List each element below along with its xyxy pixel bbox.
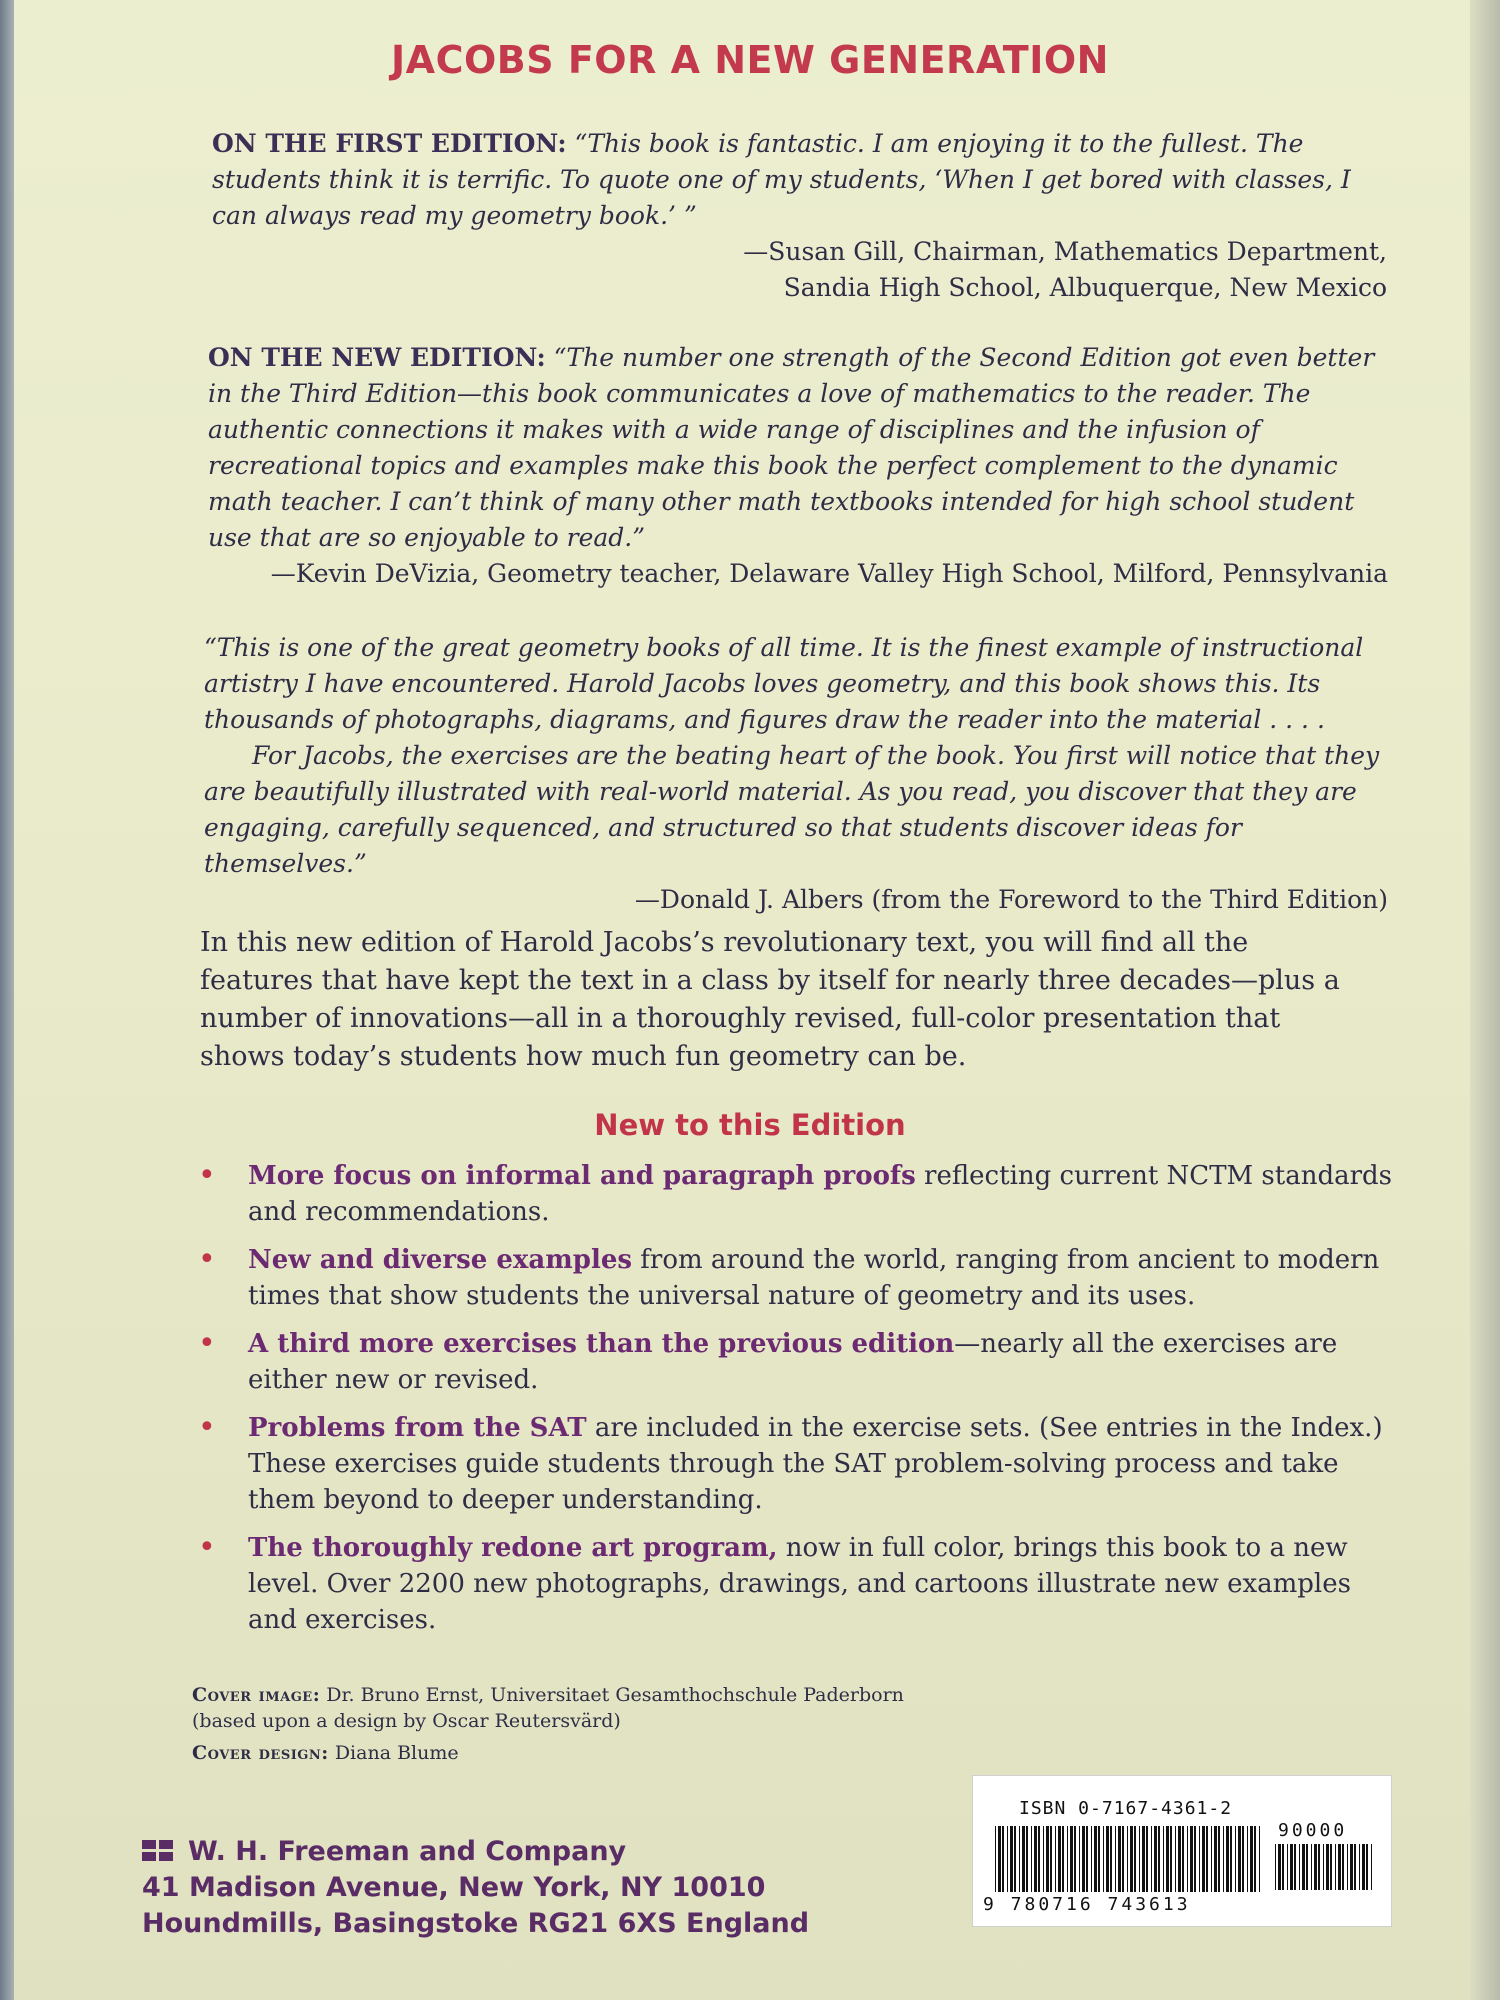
bullet-marker: • (198, 1410, 216, 1445)
feature-item (198, 1410, 1408, 1518)
feature-item (198, 1158, 1408, 1230)
freeman-logo-icon (142, 1840, 176, 1864)
addon-number: 90000 (1278, 1820, 1348, 1841)
publisher-name-row (142, 1834, 809, 1870)
publisher-name: W. H. Freeman and Company (188, 1836, 627, 1867)
new-edition-lead: ON THE NEW EDITION: (208, 343, 546, 372)
feature-highlight: The thoroughly redone art program, (248, 1533, 778, 1563)
feature-highlight: New and diverse examples (248, 1245, 632, 1275)
first-edition-attribution-line1: —Susan Gill, Chairman, Mathematics Department, (743, 237, 1387, 266)
publisher-block (142, 1834, 809, 1942)
book-page-edge (1470, 0, 1500, 2000)
new-edition-quote (208, 340, 1388, 556)
cover-image-credit (192, 1682, 952, 1734)
book-spine-edge (0, 0, 14, 2000)
new-features-list (198, 1158, 1408, 1650)
first-edition-attribution (212, 234, 1387, 306)
feature-highlight: Problems from the SAT (248, 1413, 587, 1443)
cover-design-text: Diana Blume (328, 1742, 459, 1764)
feature-text: reflecting current NCTM standards and recommendations. (248, 1161, 1393, 1227)
isbn-barcode-label (972, 1775, 1392, 1927)
cover-design-label: Cover design: (192, 1742, 329, 1764)
new-edition-attribution: —Kevin DeVizia, Geometry teacher, Delaware Valley High School, Milford, Pennsylvania (270, 559, 1388, 588)
ean-number: 9 780716 743613 (983, 1894, 1191, 1915)
bullet-marker: • (198, 1242, 216, 1277)
feature-highlight: More focus on informal and paragraph proofs (248, 1161, 916, 1191)
first-edition-lead: ON THE FIRST EDITION: (212, 129, 567, 158)
bullet-marker: • (198, 1326, 216, 1361)
albers-quote-p1: “This is one of the great geometry books of all time. It is the finest example of instructional artistry I have encountered. Harold Jacobs loves geometry, and this book shows this. Its thousands of photographs, diagrams, and figures draw the reader into the material . . . . (204, 633, 1364, 734)
bullet-marker: • (198, 1158, 216, 1193)
feature-item (198, 1326, 1408, 1398)
feature-text: from around the world, ranging from ancient to modern times that show students the universal nature of geometry and its uses. (248, 1245, 1380, 1311)
albers-review (204, 630, 1388, 918)
cover-image-text: Dr. Bruno Ernst, Universitaet Gesamthochschule Paderborn (based upon a design by Oscar Reutersvärd) (192, 1684, 904, 1732)
cover-credits (192, 1682, 952, 1772)
cover-image-label: Cover image: (192, 1684, 321, 1706)
new-edition-quote-text: “The number one strength of the Second Edition got even better in the Third Edition—this book communicates a love of mathematics to the reader. The authentic connections it makes with a wide range of disciplines and the infusion of recreational topics and examples make this book the perfect complement to the dynamic math teacher. I can’t think of many other math textbooks intended for high school student use that are so enjoyable to read.” (208, 343, 1375, 552)
first-edition-quote-text: “This book is fantastic. I am enjoying it to the fullest. The students think it is terrific. To quote one of my students, ‘When I get bored with classes, I can always read my geometry book.’ ” (212, 129, 1351, 230)
feature-text: —nearly all the exercises are either new or revised. (248, 1329, 1338, 1395)
albers-attribution: —Donald J. Albers (from the Foreword to the Third Edition) (634, 885, 1388, 914)
albers-quote-p2 (204, 738, 1388, 882)
first-edition-quote (212, 126, 1387, 234)
first-edition-attribution-line2: Sandia High School, Albuquerque, New Mexico (783, 273, 1387, 302)
feature-item (198, 1530, 1408, 1638)
ean-barcode-image (995, 1826, 1265, 1892)
feature-text: are included in the exercise sets. (See entries in the Index.) These exercises guide students through the SAT problem-solving process and take them beyond to deeper understanding. (248, 1413, 1383, 1515)
publisher-address-2: Houndmills, Basingstoke RG21 6XS England (142, 1908, 810, 1939)
first-edition-review (212, 126, 1387, 306)
addon-barcode-image (1275, 1844, 1375, 1904)
bullet-marker: • (198, 1530, 216, 1565)
publisher-address-1: 41 Madison Avenue, New York, NY 10010 (142, 1872, 766, 1903)
cover-design-credit (192, 1740, 952, 1766)
feature-text: now in full color, brings this book to a new level. Over 2200 new photographs, drawings, and cartoons illustrate new examples and exercises. (248, 1533, 1351, 1635)
cover-title: JACOBS FOR A NEW GENERATION (391, 38, 1109, 82)
feature-highlight: A third more exercises than the previous edition (248, 1329, 955, 1359)
feature-item (198, 1242, 1408, 1314)
intro-section (200, 924, 1350, 1076)
isbn-number: ISBN 0-7167-4361-2 (1019, 1798, 1233, 1819)
new-edition-review (208, 340, 1388, 592)
intro-paragraph: In this new edition of Harold Jacobs’s revolutionary text, you will find all the features that have kept the text in a class by itself for nearly three decades—plus a number of innovations—all in a thoroughly revised, full-color presentation that shows today’s students how much fun geometry can be. (200, 927, 1340, 1072)
albers-quote-p2-text: For Jacobs, the exercises are the beating heart of the book. You first will notice that they are beautifully illustrated with real-world material. As you read, you discover that they are engaging, carefully sequenced, and structured so that students discover ideas for themselves.” (204, 741, 1380, 878)
new-edition-heading: New to this Edition (594, 1108, 906, 1142)
